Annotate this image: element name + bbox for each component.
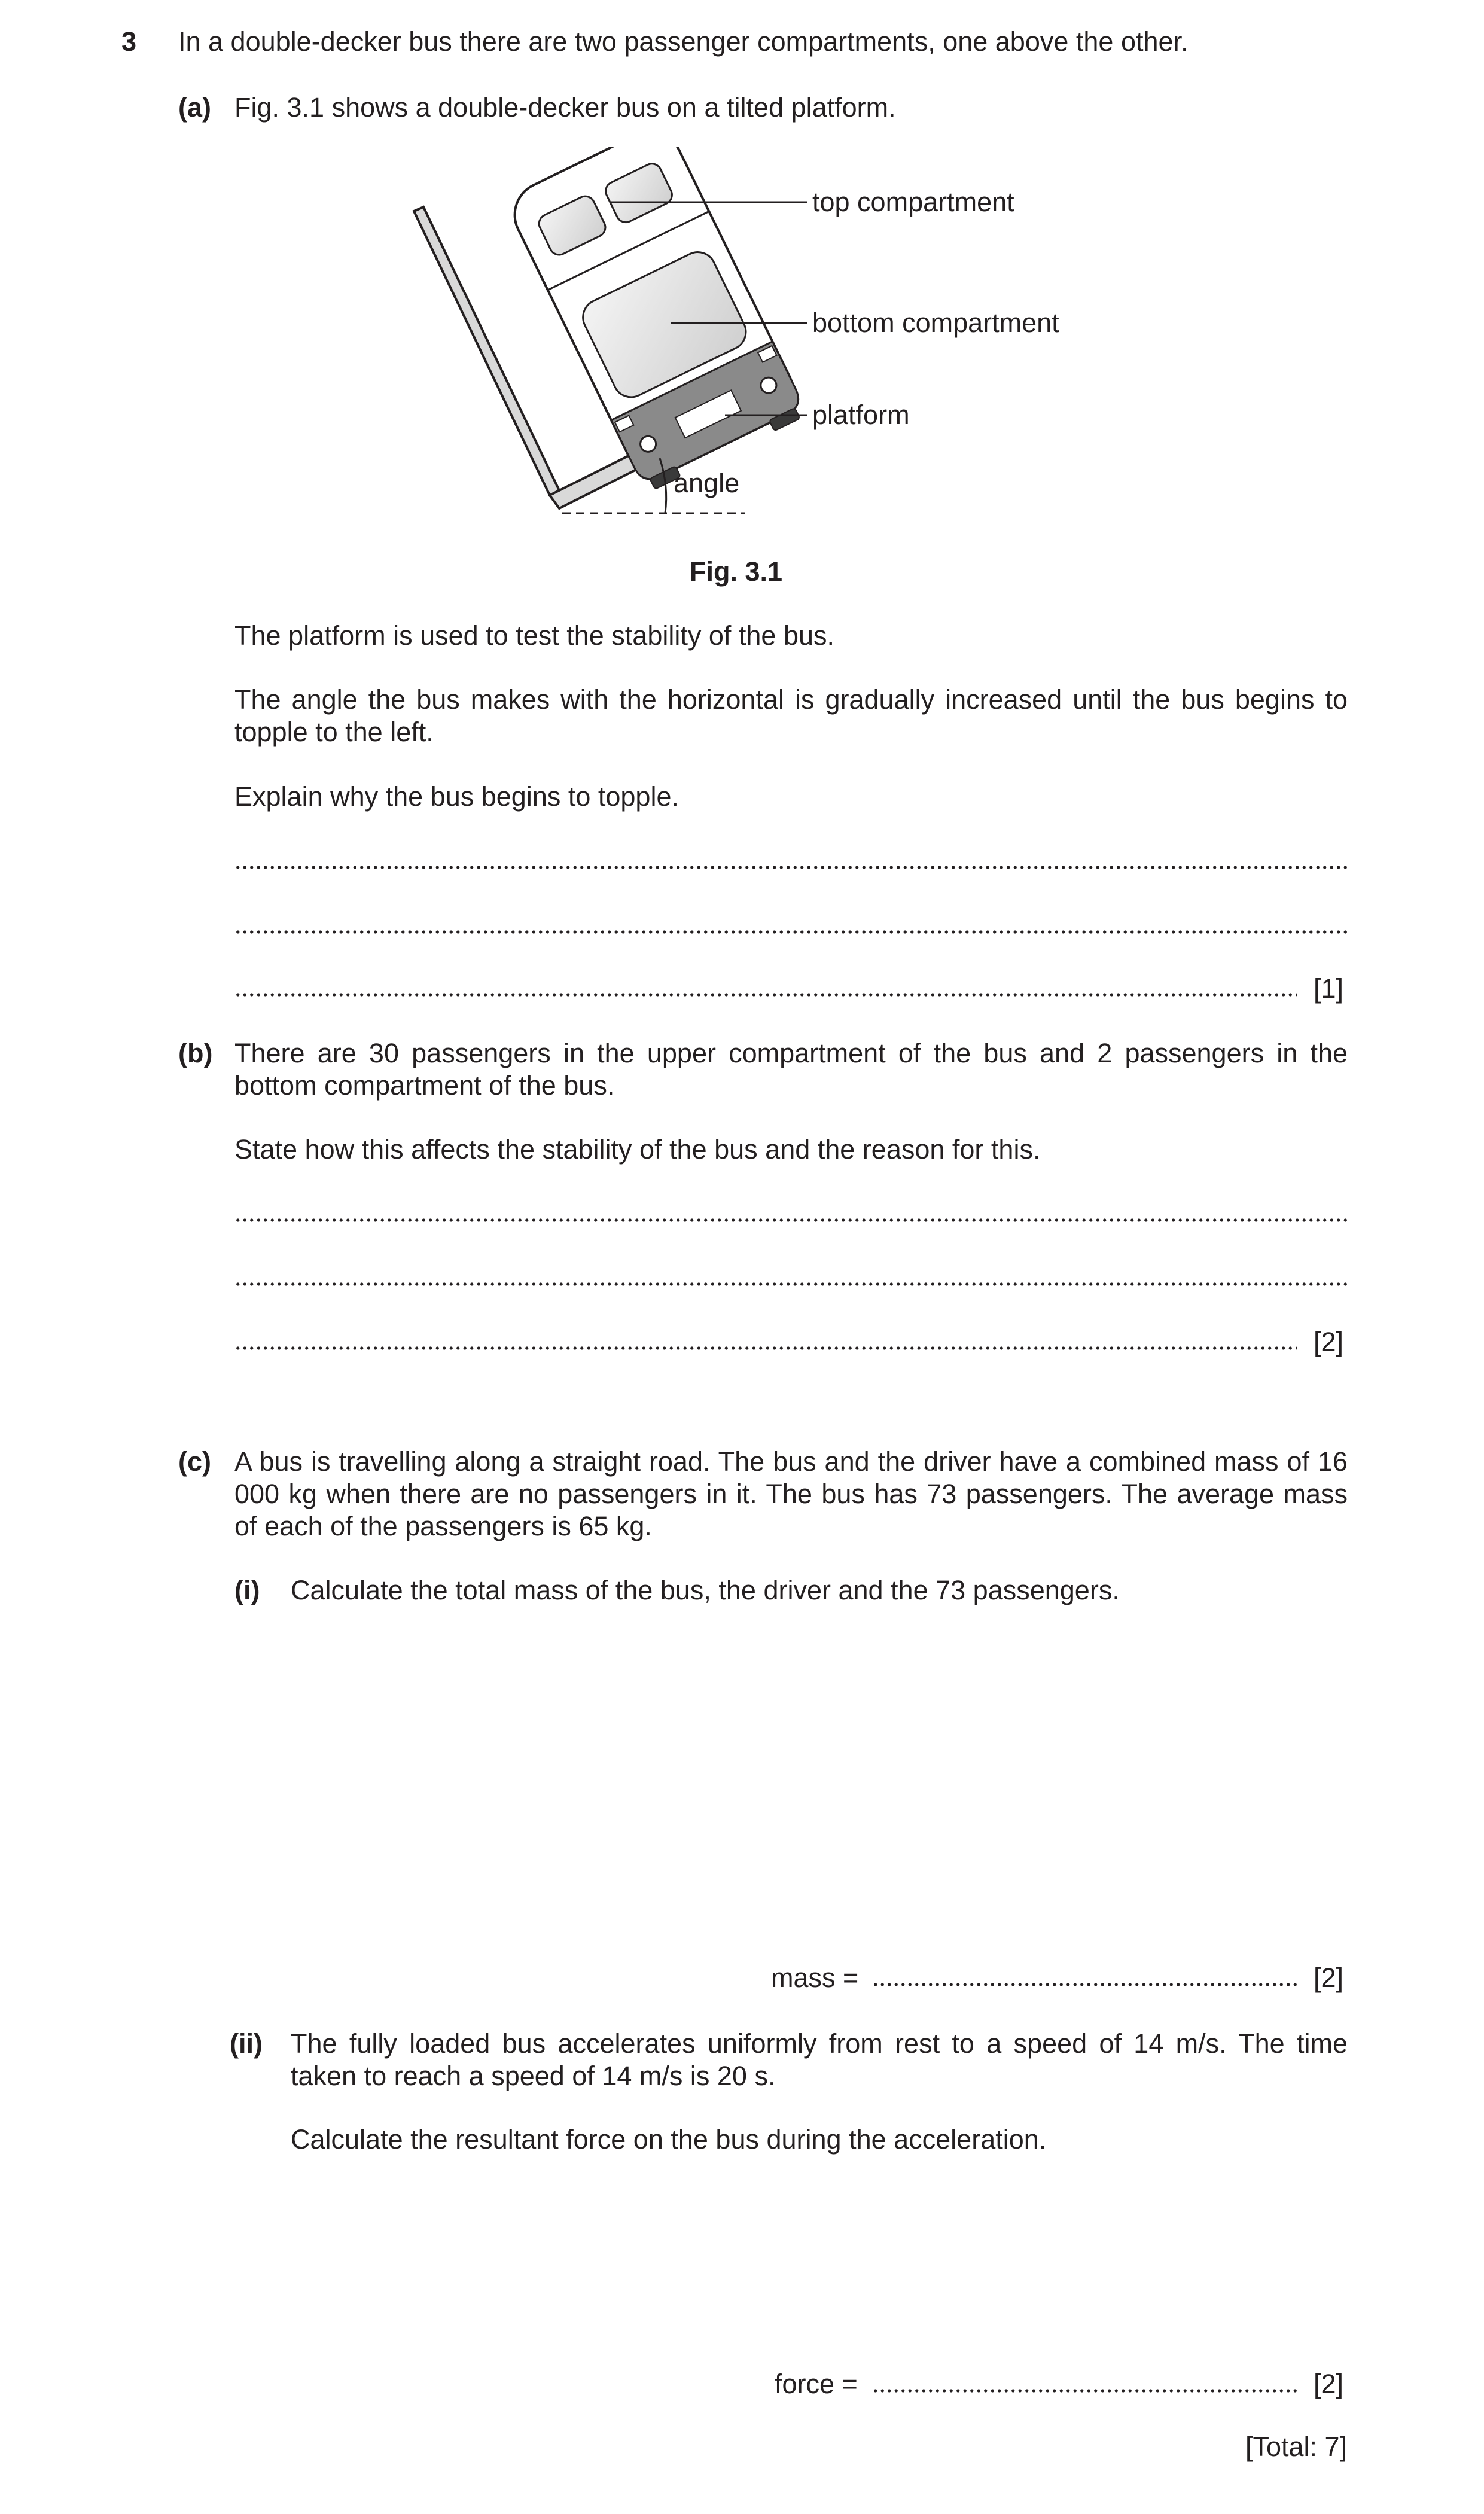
top-compartment-label: top compartment: [812, 187, 1014, 217]
part-c-ii-marks: [2]: [1314, 2369, 1344, 2399]
platform-label: platform: [812, 400, 910, 430]
part-c-label: (c): [178, 1446, 211, 1477]
bus-icon: [504, 147, 808, 493]
total-marks: [Total: 7]: [1245, 2431, 1348, 2462]
part-b-text: There are 30 passengers in the upper compartment of the bus and 2 passengers in the bottom compartment of the bus.: [234, 1038, 1348, 1101]
answer-line-b-3[interactable]: [234, 1346, 1297, 1351]
question-number: 3: [121, 26, 137, 57]
answer-line-b-2[interactable]: [234, 1282, 1348, 1287]
part-c-ii-text: The fully loaded bus accelerates uniformly from rest to a speed of 14 m/s. The time taken to reach a speed of 14 m/s is 20 s.: [291, 2028, 1348, 2091]
mass-answer-label: mass =: [771, 1963, 859, 1993]
part-c-text: A bus is travelling along a straight road. The bus and the driver have a combined mass of 16 000 kg when there are no passengers in it. The bus has 73 passengers. The average mass of each of the passengers is 65 kg.: [234, 1446, 1348, 1541]
part-a-instruction: Explain why the bus begins to topple.: [234, 781, 679, 812]
mass-answer-line[interactable]: [872, 1982, 1297, 1987]
force-answer-line[interactable]: [872, 2388, 1297, 2393]
part-a-marks: [1]: [1314, 973, 1344, 1004]
answer-line-a-2[interactable]: [234, 930, 1348, 934]
part-a-intro: Fig. 3.1 shows a double-decker bus on a tilted platform.: [234, 92, 896, 123]
part-b-label: (b): [178, 1038, 213, 1068]
part-a-text-1: The platform is used to test the stability of the bus.: [234, 620, 835, 651]
answer-line-a-3[interactable]: [234, 992, 1297, 997]
part-c-i-label: (i): [234, 1575, 260, 1605]
answer-line-a-1[interactable]: [234, 865, 1348, 870]
part-a-text-2: The angle the bus makes with the horizontal is gradually increased until the bus begins to topple to the left.: [234, 684, 1348, 747]
bottom-compartment-label: bottom compartment: [812, 307, 1059, 338]
angle-label: angle: [674, 468, 740, 498]
answer-line-b-1[interactable]: [234, 1218, 1348, 1223]
part-c-ii-label: (ii): [230, 2028, 263, 2059]
part-c-ii-instruction: Calculate the resultant force on the bus during the acceleration.: [291, 2124, 1047, 2155]
force-answer-label: force =: [775, 2369, 858, 2399]
part-c-i-marks: [2]: [1314, 1963, 1344, 1993]
question-intro: In a double-decker bus there are two passenger compartments, one above the other.: [178, 26, 1189, 57]
part-c-i-text: Calculate the total mass of the bus, the driver and the 73 passengers.: [291, 1575, 1120, 1605]
figure-caption: Fig. 3.1: [690, 556, 783, 587]
part-b-instruction: State how this affects the stability of the bus and the reason for this.: [234, 1134, 1041, 1165]
part-b-marks: [2]: [1314, 1327, 1344, 1357]
part-a-label: (a): [178, 92, 211, 123]
